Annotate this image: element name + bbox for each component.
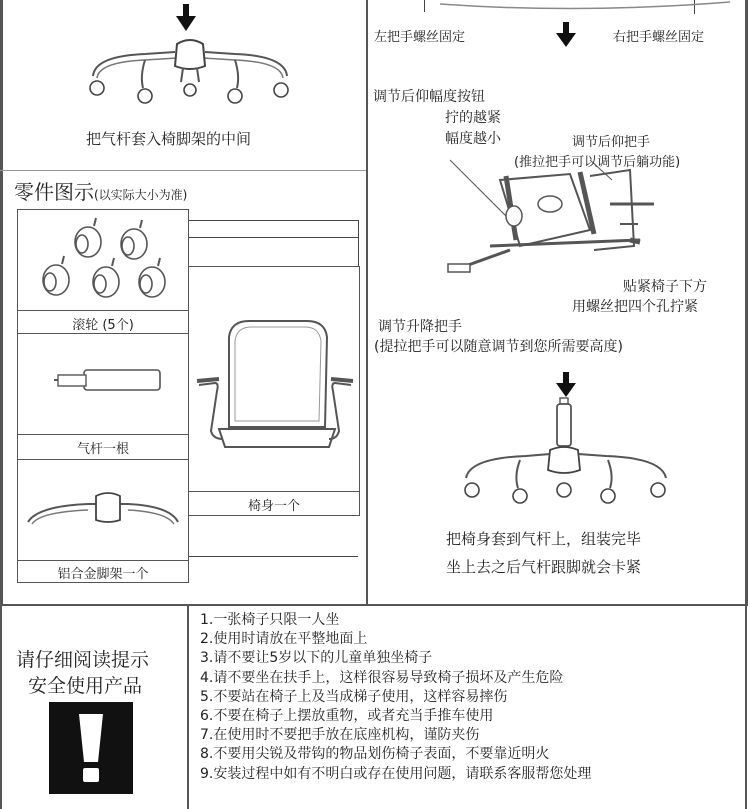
safety-right-border xyxy=(745,604,747,809)
safety-heading-2: 安全使用产品 xyxy=(28,675,143,697)
down-arrow-icon xyxy=(556,372,576,398)
insert-gas-lift-caption: 把气杆套入椅脚架的中间 xyxy=(86,130,252,148)
safety-item: 2.使用时请放在平整地面上 xyxy=(200,631,368,648)
frame-right-edge xyxy=(745,0,748,606)
safety-item: 5.不要站在椅子上及当成梯子使用，这样容易摔伤 xyxy=(200,688,508,705)
parts-title-main: 零件图示 xyxy=(14,180,94,204)
down-arrow-icon xyxy=(176,4,196,32)
frame-top-divider-left xyxy=(0,0,3,606)
mount-label-2: 用螺丝把四个孔拧紧 xyxy=(572,299,698,315)
seat-edge-illustration xyxy=(440,0,740,12)
safety-item: 1.一张椅子只限一人坐 xyxy=(200,612,340,628)
safety-left-border xyxy=(0,604,2,809)
safety-center-border xyxy=(187,604,189,809)
safety-item: 3.请不要让5岁以下的儿童单独坐椅子 xyxy=(200,650,433,667)
casters-part-box xyxy=(17,209,189,335)
frame-center-divider xyxy=(366,0,368,606)
frame-bottom-divider xyxy=(0,604,748,606)
seat-illustration xyxy=(189,267,359,477)
left-top-divider xyxy=(0,170,366,171)
lift-handle-label: 调节升降把手 xyxy=(378,319,462,335)
connector-casters xyxy=(188,220,358,221)
left-screw-pointer xyxy=(424,0,425,12)
safety-item: 4.请不要坐在扶手上，这样很容易导致椅子损坏及产生危险 xyxy=(200,669,564,686)
gas-lift-part-box xyxy=(17,333,189,461)
safety-item: 9.安装过程中如有不明白或存在使用问题，请联系客服帮您处理 xyxy=(200,765,592,782)
connector-base xyxy=(188,556,358,557)
gas-lift-illustration xyxy=(18,344,188,424)
left-screw-label: 左把手螺丝固定 xyxy=(374,30,466,45)
safety-heading-1: 请仔细阅读提示 xyxy=(16,649,150,671)
connector-seat-top xyxy=(188,237,358,238)
base-caption-divider xyxy=(18,560,188,561)
seat-caption: 椅身一个 xyxy=(247,499,300,514)
assemble-label-1: 把椅身套到气杆上，组装完毕 xyxy=(446,530,642,548)
safety-item: 7.在使用时不要把手放在底座机构，谨防夹伤 xyxy=(200,727,480,744)
casters-caption-divider xyxy=(18,310,188,311)
parts-subtitle: (以实际大小为准) xyxy=(94,188,188,202)
right-screw-label: 右把手螺丝固定 xyxy=(613,30,705,45)
tilt-knob-label-3: 幅度越小 xyxy=(445,131,501,147)
recline-handle-label: 调节后仰把手 xyxy=(572,135,651,150)
warning-exclamation-icon xyxy=(49,702,133,794)
gas-lift-caption: 气杆一根 xyxy=(76,442,129,457)
casters-caption: 滚轮 (5个) xyxy=(72,318,134,333)
safety-item: 6.不要在椅子上摆放重物，或者充当手推车使用 xyxy=(200,707,494,724)
base-caption: 铝合金脚架一个 xyxy=(57,567,149,582)
connector-casters-v xyxy=(358,220,359,270)
lift-handle-desc: (提拉把手可以随意调节到您所需要高度) xyxy=(374,339,623,355)
safety-list xyxy=(200,611,740,784)
casters-illustration xyxy=(18,214,188,314)
base-illustration xyxy=(18,482,188,552)
seat-caption-divider xyxy=(189,491,359,492)
assembled-base-illustration xyxy=(456,398,676,508)
parts-title xyxy=(14,176,187,205)
seat-part-box xyxy=(188,266,360,516)
safety-item: 8.不要用尖锐及带钩的物品划伤椅子表面，不要靠近明火 xyxy=(200,746,550,763)
down-arrow-icon xyxy=(556,22,576,48)
recline-handle-desc: (推拉把手可以调节后躺功能) xyxy=(514,155,681,170)
gas-lift-caption-divider xyxy=(18,434,188,435)
mechanism-illustration xyxy=(440,150,680,280)
assemble-label-2: 坐上去之后气杆跟脚就会卡紧 xyxy=(446,558,642,576)
tilt-knob-label-2: 拧的越紧 xyxy=(445,110,501,126)
mount-label-1: 贴紧椅子下方 xyxy=(623,279,707,295)
base-part-box xyxy=(17,459,189,583)
tilt-knob-label-1: 调节后仰幅度按钮 xyxy=(373,89,485,105)
chair-base-illustration xyxy=(85,36,295,106)
